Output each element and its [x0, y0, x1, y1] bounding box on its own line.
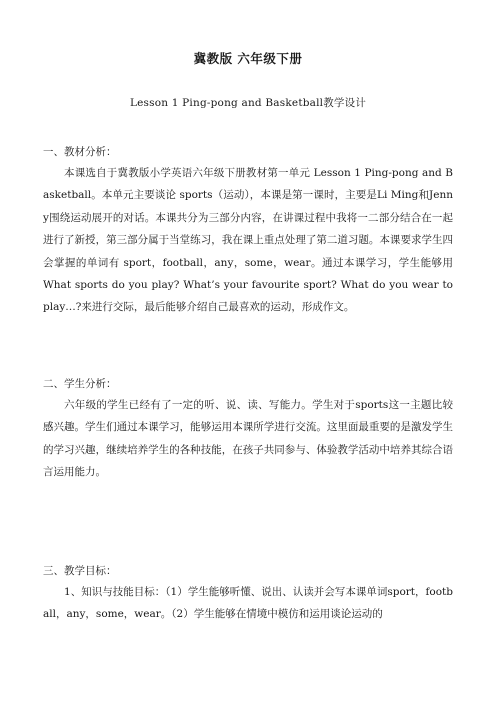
section-heading-textbook-analysis: 一、教材分析：: [43, 146, 117, 158]
document-title: 冀教版 六年级下册: [193, 51, 303, 66]
section-body-teaching-objectives: 1、知识与技能目标：（1）学生能够听懂、说出、认读并会写本课单词sport，football，any，some，wear。（2）学生能够在情境中模仿和运用谈论运动的: [43, 586, 453, 621]
section-body-student-analysis: 六年级的学生已经有了一定的听、说、读、写能力。学生对于sports这一主题比较感兴趣。学生们通过本课学习，能够运用本课所学进行交流。这里面最重要的是激发学生的学习兴趣，继续培养学生的各种技能，在孩子共同参与、体验教学活动中培养其综合语言运用能力。: [43, 399, 453, 479]
section-heading-student-analysis: 二、学生分析：: [43, 378, 117, 390]
section-heading-teaching-objectives: 三、教学目标：: [43, 565, 117, 577]
document-subtitle: Lesson 1 Ping-pong and Basketball教学设计: [129, 97, 367, 109]
section-body-textbook-analysis: 本课选自于冀教版小学英语六年级下册教材第一单元 Lesson 1 Ping-pong and Basketball。本单元主要谈论 sports（运动），本课是第一课时，主要是Li Ming和Jenny围绕运动展开的对话。本课共分为三部分内容，在讲课过程中我将一二部分结合在一起进行了新授，第三部分属于当堂练习，我在课上重点处理了第二道习题。本课要求学生四会掌握的单词有 sport，football，any，some，wear。通过本课学习，学生能够用 What sports do you play? What’s your favourite sport? What do you wear to play…?来进行交际，最后能够介绍自己最喜欢的运动，形成作文。: [43, 167, 453, 314]
